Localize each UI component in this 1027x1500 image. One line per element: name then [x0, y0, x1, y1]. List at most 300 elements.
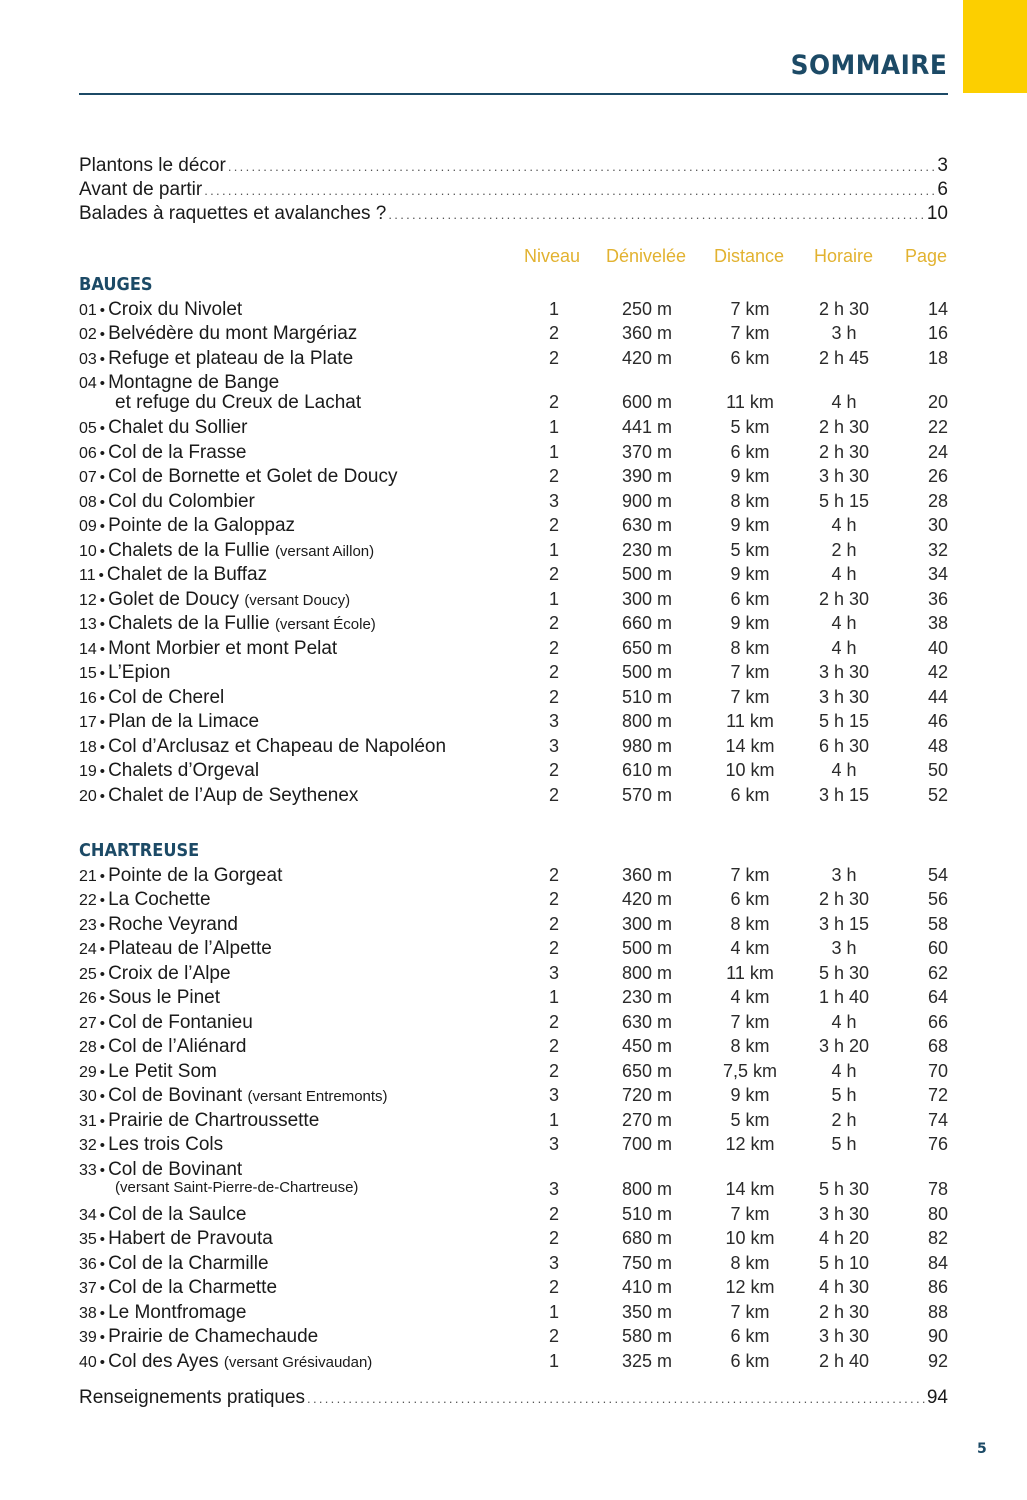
bullet-icon: • [99, 714, 106, 731]
bullet-icon: • [99, 420, 106, 437]
route-denivelee: 980 m [622, 735, 673, 756]
route-row[interactable] [79, 515, 948, 539]
route-page: 82 [927, 1228, 948, 1248]
bullet-icon: • [99, 787, 106, 805]
route-distance: 12 km [725, 1134, 775, 1154]
route-page: 78 [927, 1178, 948, 1199]
route-page: 48 [927, 735, 948, 756]
route-niveau: 2 [548, 1011, 559, 1032]
route-name: Habert de Pravouta [108, 1228, 273, 1249]
route-page: 60 [927, 938, 948, 958]
route-name: La Cochette [108, 889, 211, 910]
route-number: 08 [79, 493, 97, 511]
bullet-icon: • [99, 738, 106, 756]
route-denivelee: 325 m [622, 1350, 673, 1371]
route-name-line [79, 1012, 253, 1034]
bullet-icon: • [99, 1280, 106, 1297]
route-row[interactable] [79, 736, 948, 760]
route-horaire: 4 h [831, 760, 857, 780]
route-number: 06 [79, 444, 97, 462]
route-niveau: 1 [548, 441, 559, 462]
toc-entry[interactable] [79, 155, 948, 179]
route-row[interactable] [79, 1159, 948, 1203]
bullet-icon: • [99, 689, 106, 707]
route-niveau: 3 [548, 1085, 559, 1105]
route-niveau: 2 [548, 347, 559, 368]
route-niveau: 2 [548, 1203, 559, 1224]
route-note: (versant École) [274, 616, 376, 633]
route-name: L’Epion [108, 662, 171, 683]
route-denivelee: 370 m [622, 441, 673, 462]
route-niveau: 2 [548, 637, 559, 658]
bullet-icon: • [99, 916, 106, 934]
route-name: Col d’Arclusaz et Chapeau de Napoléon [108, 735, 447, 757]
route-distance: 6 km [730, 784, 770, 805]
route-niveau: 2 [548, 564, 559, 584]
route-row[interactable] [79, 889, 948, 913]
route-denivelee: 500 m [622, 938, 673, 958]
route-name-line [79, 1302, 246, 1324]
bullet-icon: • [99, 965, 106, 983]
route-page: 22 [927, 417, 948, 437]
route-distance: 6 km [730, 588, 770, 609]
route-distance: 9 km [730, 564, 770, 584]
bullet-icon: • [99, 1137, 106, 1154]
toc-entry[interactable] [79, 179, 948, 203]
route-row[interactable] [79, 865, 948, 889]
route-niveau: 2 [548, 1060, 559, 1081]
route-row[interactable] [79, 1012, 948, 1036]
route-distance: 7 km [730, 864, 770, 885]
route-niveau: 2 [548, 864, 559, 885]
route-name-line [79, 1085, 388, 1107]
route-number: 33 [79, 1161, 97, 1179]
route-distance: 5 km [730, 1109, 770, 1130]
route-horaire: 2 h 30 [818, 441, 870, 462]
route-number: 15 [79, 665, 97, 682]
route-row[interactable] [79, 1302, 948, 1326]
route-number: 21 [79, 867, 97, 885]
route-number: 25 [79, 965, 97, 983]
toc-entry-renseignements[interactable] [79, 1387, 948, 1411]
toc-entry-page: 10 [926, 203, 948, 224]
route-row[interactable] [79, 938, 948, 962]
route-distance: 8 km [730, 1036, 770, 1056]
route-row[interactable] [79, 963, 948, 987]
section-title: CHARTREUSE [79, 840, 200, 861]
route-note: (versant Entremonts) [247, 1088, 388, 1105]
route-niveau: 1 [548, 1109, 559, 1130]
dot-leader [388, 207, 924, 222]
route-row[interactable] [79, 1134, 948, 1158]
route-name-line [79, 1159, 242, 1181]
route-name: Prairie de Chartroussette [108, 1109, 320, 1131]
route-name: Croix de l’Alpe [108, 962, 231, 984]
route-name: Pointe de la Galoppaz [108, 515, 296, 536]
route-denivelee: 500 m [622, 662, 673, 682]
route-page: 68 [927, 1036, 948, 1056]
route-row[interactable] [79, 711, 948, 735]
column-header-horaire: Horaire [814, 246, 874, 266]
bullet-icon: • [99, 375, 106, 392]
bullet-icon: • [99, 1161, 106, 1179]
bullet-icon: • [99, 326, 106, 343]
route-number: 34 [79, 1206, 97, 1224]
route-niveau: 2 [548, 784, 559, 805]
route-name: Col de Bovinant [108, 1085, 243, 1106]
route-page: 50 [927, 760, 948, 780]
route-row[interactable] [79, 540, 948, 564]
route-row[interactable] [79, 372, 948, 416]
route-name-line [79, 889, 211, 911]
route-horaire: 5 h 30 [818, 962, 870, 983]
route-number: 23 [79, 916, 97, 934]
route-row[interactable] [79, 1085, 948, 1109]
route-name: Col de Bornette et Golet de Doucy [108, 466, 398, 487]
route-horaire: 3 h [831, 864, 857, 885]
route-row[interactable] [79, 323, 948, 347]
route-name: Chalet de la Buffaz [106, 564, 268, 585]
route-horaire: 2 h 30 [818, 889, 870, 909]
route-denivelee: 300 m [622, 913, 673, 934]
route-number: 19 [79, 763, 97, 780]
route-denivelee: 230 m [622, 539, 673, 560]
route-name: Col de la Charmille [108, 1252, 269, 1274]
column-headers [500, 246, 948, 270]
route-number: 24 [79, 941, 97, 958]
route-distance: 10 km [725, 760, 775, 780]
route-page: 70 [927, 1060, 948, 1081]
route-number: 28 [79, 1039, 97, 1056]
route-distance: 6 km [730, 1326, 770, 1346]
route-distance: 12 km [725, 1277, 775, 1297]
route-distance: 5 km [730, 417, 770, 437]
route-distance: 7 km [730, 662, 770, 682]
route-row[interactable] [79, 491, 948, 515]
route-distance: 7 km [730, 686, 770, 707]
route-distance: 7,5 km [722, 1060, 778, 1081]
route-denivelee: 800 m [622, 711, 673, 731]
route-horaire: 3 h 30 [818, 466, 870, 486]
route-name-line [79, 711, 259, 733]
route-row[interactable] [79, 564, 948, 588]
route-horaire: 2 h 45 [818, 347, 870, 368]
route-row[interactable] [79, 299, 948, 323]
bullet-icon: • [99, 469, 106, 486]
route-name: Col du Colombier [108, 490, 255, 512]
route-name-line [79, 442, 246, 464]
route-row[interactable] [79, 760, 948, 784]
route-name-line [79, 687, 224, 709]
route-name-line [79, 785, 358, 807]
route-distance: 6 km [730, 441, 770, 462]
route-page: 64 [927, 987, 948, 1007]
route-number: 03 [79, 350, 97, 368]
route-distance: 7 km [730, 1011, 770, 1032]
route-row[interactable] [79, 613, 948, 637]
route-niveau: 2 [548, 889, 559, 909]
route-number: 11 [79, 567, 96, 584]
column-header-distance: Distance [714, 246, 785, 266]
route-horaire: 4 h 30 [818, 1277, 870, 1297]
route-niveau: 1 [548, 417, 559, 437]
route-row[interactable] [79, 987, 948, 1011]
toc-entry-page: 94 [926, 1387, 948, 1408]
route-name: Col des Ayes [108, 1350, 219, 1372]
route-niveau: 3 [548, 711, 559, 731]
route-niveau: 1 [548, 1350, 559, 1371]
route-distance: 9 km [730, 613, 770, 633]
route-name-continued: et refuge du Creux de Lachat [115, 392, 362, 413]
route-page: 30 [927, 515, 948, 535]
route-horaire: 2 h 30 [818, 1301, 870, 1322]
route-name-line [79, 1253, 269, 1275]
route-name-line [79, 1351, 372, 1373]
route-name: Sous le Pinet [108, 987, 221, 1008]
route-row[interactable] [79, 1277, 948, 1301]
route-denivelee: 700 m [622, 1134, 673, 1154]
route-niveau: 2 [548, 1326, 559, 1346]
route-niveau: 2 [548, 392, 559, 412]
route-name: Col de Cherel [108, 686, 225, 708]
route-number: 22 [79, 892, 97, 909]
route-denivelee: 270 m [622, 1109, 673, 1130]
route-page: 28 [927, 490, 948, 511]
route-name: Chalet du Sollier [108, 417, 248, 438]
bullet-icon: • [99, 892, 106, 909]
route-name-line [79, 540, 374, 562]
route-name-line [79, 299, 242, 321]
route-number: 32 [79, 1137, 97, 1154]
section-title: BAUGES [79, 274, 153, 295]
route-row[interactable] [79, 1110, 948, 1134]
route-denivelee: 570 m [622, 784, 673, 805]
bullet-icon: • [99, 616, 106, 633]
route-row[interactable] [79, 638, 948, 662]
route-niveau: 2 [548, 662, 559, 682]
route-distance: 6 km [730, 889, 770, 909]
route-niveau: 2 [548, 686, 559, 707]
toc-entry-page: 6 [937, 179, 948, 200]
route-number: 01 [79, 301, 97, 319]
route-page: 58 [927, 913, 948, 934]
route-row[interactable] [79, 1351, 948, 1375]
toc-entry-page: 3 [937, 155, 948, 176]
route-name-line [79, 1134, 223, 1156]
route-distance: 11 km [726, 392, 774, 412]
route-number: 38 [79, 1304, 97, 1322]
route-name-line [79, 914, 238, 936]
route-niveau: 2 [548, 613, 559, 633]
route-page: 84 [927, 1252, 948, 1273]
route-horaire: 3 h 30 [818, 1203, 870, 1224]
route-denivelee: 660 m [622, 613, 673, 633]
route-page: 66 [927, 1011, 948, 1032]
route-horaire: 5 h 30 [818, 1178, 870, 1199]
route-row[interactable] [79, 1326, 948, 1350]
route-row[interactable] [79, 417, 948, 441]
route-denivelee: 650 m [622, 637, 673, 658]
route-page: 14 [927, 298, 948, 319]
route-number: 13 [79, 616, 97, 633]
bullet-icon: • [99, 444, 106, 462]
bullet-icon: • [99, 493, 106, 511]
bullet-icon: • [99, 1206, 106, 1224]
route-denivelee: 390 m [622, 466, 673, 486]
route-number: 37 [79, 1280, 97, 1297]
route-number: 12 [79, 591, 97, 609]
route-page: 74 [927, 1109, 948, 1130]
route-denivelee: 900 m [622, 490, 673, 511]
route-row[interactable] [79, 1228, 948, 1252]
toc-entry-label: Balades à raquettes et avalanches ? [79, 203, 387, 224]
route-denivelee: 360 m [622, 323, 673, 343]
route-denivelee: 600 m [622, 392, 673, 412]
route-niveau: 2 [548, 515, 559, 535]
route-horaire: 5 h 10 [818, 1252, 870, 1273]
route-row[interactable] [79, 914, 948, 938]
route-denivelee: 750 m [622, 1252, 673, 1273]
route-denivelee: 800 m [622, 962, 673, 983]
route-name-line [79, 348, 353, 370]
route-denivelee: 441 m [622, 417, 673, 437]
route-niveau: 2 [548, 913, 559, 934]
route-page: 88 [927, 1301, 948, 1322]
toc-entry-label: Renseignements pratiques [79, 1387, 306, 1408]
route-row[interactable] [79, 589, 948, 613]
route-horaire: 2 h 40 [818, 1350, 870, 1371]
route-niveau: 2 [548, 938, 559, 958]
route-name: Le Montfromage [108, 1301, 247, 1323]
title-underline [79, 93, 948, 95]
route-page: 46 [927, 711, 948, 731]
route-distance: 4 km [730, 987, 770, 1007]
route-page: 56 [927, 889, 948, 909]
route-denivelee: 410 m [622, 1277, 673, 1297]
route-number: 35 [79, 1231, 97, 1248]
route-note: (versant Grésivaudan) [223, 1353, 373, 1371]
column-header-niveau: Niveau [524, 246, 581, 266]
route-number: 29 [79, 1063, 97, 1081]
route-horaire: 2 h 30 [818, 298, 870, 319]
yellow-corner-tab [963, 0, 1027, 93]
route-row[interactable] [79, 1204, 948, 1228]
route-number: 39 [79, 1329, 97, 1346]
route-distance: 9 km [730, 1085, 770, 1105]
route-page: 76 [927, 1134, 948, 1154]
route-page: 92 [927, 1350, 948, 1371]
dot-leader [307, 1391, 925, 1406]
route-name: Plateau de l’Alpette [108, 938, 272, 959]
route-niveau: 2 [548, 323, 559, 343]
route-distance: 6 km [730, 1350, 770, 1371]
route-name: Les trois Cols [108, 1134, 224, 1155]
route-row[interactable] [79, 348, 948, 372]
route-horaire: 2 h [831, 539, 857, 560]
route-name-line [79, 564, 267, 586]
route-distance: 8 km [730, 637, 770, 658]
page-number: 5 [977, 1441, 987, 1457]
route-name-line [79, 515, 295, 537]
bullet-icon: • [99, 941, 106, 958]
route-page: 26 [927, 466, 948, 486]
route-horaire: 4 h [831, 613, 857, 633]
route-horaire: 3 h 15 [818, 784, 870, 805]
route-name-line [79, 1326, 318, 1348]
bullet-icon: • [99, 867, 106, 885]
route-horaire: 4 h [831, 392, 857, 412]
bullet-icon: • [99, 542, 106, 560]
route-name-line [79, 589, 350, 611]
route-page: 44 [927, 686, 948, 707]
route-name: Chalets d’Orgeval [108, 760, 260, 781]
route-page: 80 [927, 1203, 948, 1224]
route-page: 40 [927, 637, 948, 658]
route-horaire: 2 h [831, 1109, 857, 1130]
dot-leader [228, 159, 936, 174]
route-niveau: 1 [548, 539, 559, 560]
route-name-line [79, 491, 255, 513]
route-denivelee: 350 m [622, 1301, 673, 1322]
route-row[interactable] [79, 466, 948, 490]
route-niveau: 3 [548, 490, 559, 511]
route-name-line [79, 613, 376, 635]
route-name: Chalets de la Fullie [108, 613, 270, 634]
route-name-line [79, 1228, 273, 1250]
route-number: 18 [79, 738, 97, 756]
route-row[interactable] [79, 687, 948, 711]
route-row[interactable] [79, 785, 948, 809]
route-denivelee: 300 m [622, 588, 673, 609]
route-name-line [79, 1110, 319, 1132]
route-horaire: 2 h 30 [818, 417, 870, 437]
route-page: 24 [927, 441, 948, 462]
route-horaire: 6 h 30 [818, 735, 870, 756]
route-distance: 11 km [726, 711, 774, 731]
route-row[interactable] [79, 662, 948, 686]
toc-entry[interactable] [79, 203, 948, 227]
toc-entry-label: Avant de partir [79, 179, 203, 200]
route-row[interactable] [79, 442, 948, 466]
route-name: Le Petit Som [108, 1060, 217, 1082]
route-niveau: 2 [548, 1277, 559, 1297]
route-row[interactable] [79, 1253, 948, 1277]
bullet-icon: • [99, 1304, 106, 1322]
route-name-line [79, 760, 259, 782]
route-horaire: 3 h [831, 323, 857, 343]
route-horaire: 5 h 15 [818, 711, 870, 731]
route-page: 18 [927, 347, 948, 368]
route-name: Mont Morbier et mont Pelat [108, 637, 338, 659]
route-distance: 4 km [730, 938, 770, 958]
route-row[interactable] [79, 1036, 948, 1060]
route-name: Montagne de Bange [108, 372, 280, 393]
bullet-icon: • [99, 763, 106, 780]
route-page: 38 [927, 613, 948, 633]
route-name-line [79, 662, 170, 684]
route-number: 40 [79, 1353, 97, 1371]
route-horaire: 3 h [831, 938, 857, 958]
route-number: 16 [79, 689, 97, 707]
route-horaire: 3 h 30 [818, 686, 870, 707]
route-denivelee: 420 m [622, 889, 673, 909]
route-horaire: 4 h [831, 564, 857, 584]
route-name: Refuge et plateau de la Plate [108, 347, 354, 369]
bullet-icon: • [99, 1255, 106, 1273]
route-number: 10 [79, 542, 97, 560]
route-denivelee: 500 m [622, 564, 673, 584]
route-row[interactable] [79, 1061, 948, 1085]
